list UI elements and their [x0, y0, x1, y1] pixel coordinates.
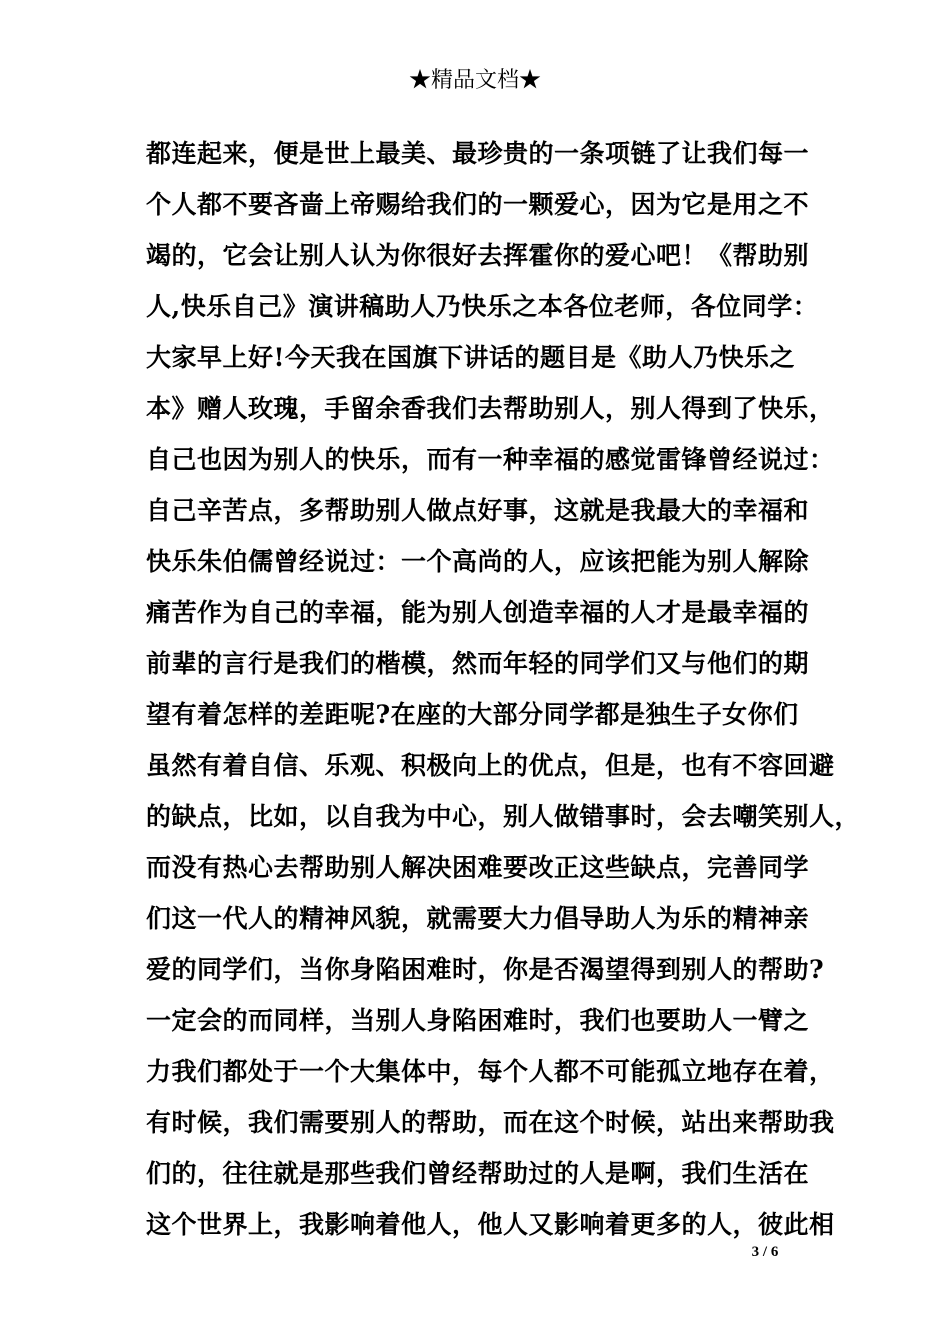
text-line: 们这一代人的精神风貌，就需要大力倡导助人为乐的精神亲: [146, 904, 810, 933]
text-line: 都连起来，便是世上最美、最珍贵的一条项链了让我们每一: [146, 139, 810, 168]
text-line: 个人都不要吝啬上帝赐给我们的一颗爱心，因为它是用之不: [146, 190, 810, 219]
page-header-title: ★精品文档★: [408, 68, 541, 93]
text-line: 快乐朱伯儒曾经说过：一个高尚的人，应该把能为别人解除: [146, 547, 810, 576]
text-line: 自己辛苦点，多帮助别人做点好事，这就是我最大的幸福和: [146, 496, 810, 525]
text-line: 有时候，我们需要别人的帮助，而在这个时候，站出来帮助我: [146, 1108, 835, 1137]
text-line: 前辈的言行是我们的楷模，然而年轻的同学们又与他们的期: [146, 649, 810, 678]
text-line: 们的，往往就是那些我们曾经帮助过的人是啊，我们生活在: [146, 1159, 810, 1188]
text-line: 这个世界上，我影响着他人，他人又影响着更多的人，彼此相: [146, 1210, 835, 1239]
document-body: [146, 128, 861, 1250]
text-line: 而没有热心去帮助别人解决困难要改正这些缺点，完善同学: [146, 853, 810, 882]
text-line: 虽然有着自信、乐观、积极向上的优点，但是，也有不容回避: [146, 751, 835, 780]
text-line: 自己也因为别人的快乐，而有一种幸福的感觉雷锋曾经说过：: [146, 445, 835, 474]
text-line: 痛苦作为自己的幸福，能为别人创造幸福的人才是最幸福的: [146, 598, 810, 627]
text-line: 的缺点，比如，以自我为中心，别人做错事时，会去嘲笑别人，: [146, 802, 861, 831]
text-line: 大家早上好!今天我在国旗下讲话的题目是《助人乃快乐之: [146, 343, 795, 372]
text-line: 望有着怎样的差距呢?在座的大部分同学都是独生子女你们: [146, 700, 799, 729]
text-line: 人,快乐自己》演讲稿助人乃快乐之本各位老师，各位同学：: [146, 292, 819, 321]
text-line: 一定会的而同样，当别人身陷困难时，我们也要助人一臂之: [146, 1006, 810, 1035]
text-line: 竭的，它会让别人认为你很好去挥霍你的爱心吧！《帮助别: [146, 241, 810, 270]
text-line: 力我们都处于一个大集体中，每个人都不可能孤立地存在着，: [146, 1057, 835, 1086]
text-line: 爱的同学们，当你身陷困难时，你是否渴望得到别人的帮助?: [146, 955, 825, 984]
page-number: 3 / 6: [751, 1244, 779, 1260]
text-line: 本》赠人玫瑰，手留余香我们去帮助别人，别人得到了快乐，: [146, 394, 835, 423]
